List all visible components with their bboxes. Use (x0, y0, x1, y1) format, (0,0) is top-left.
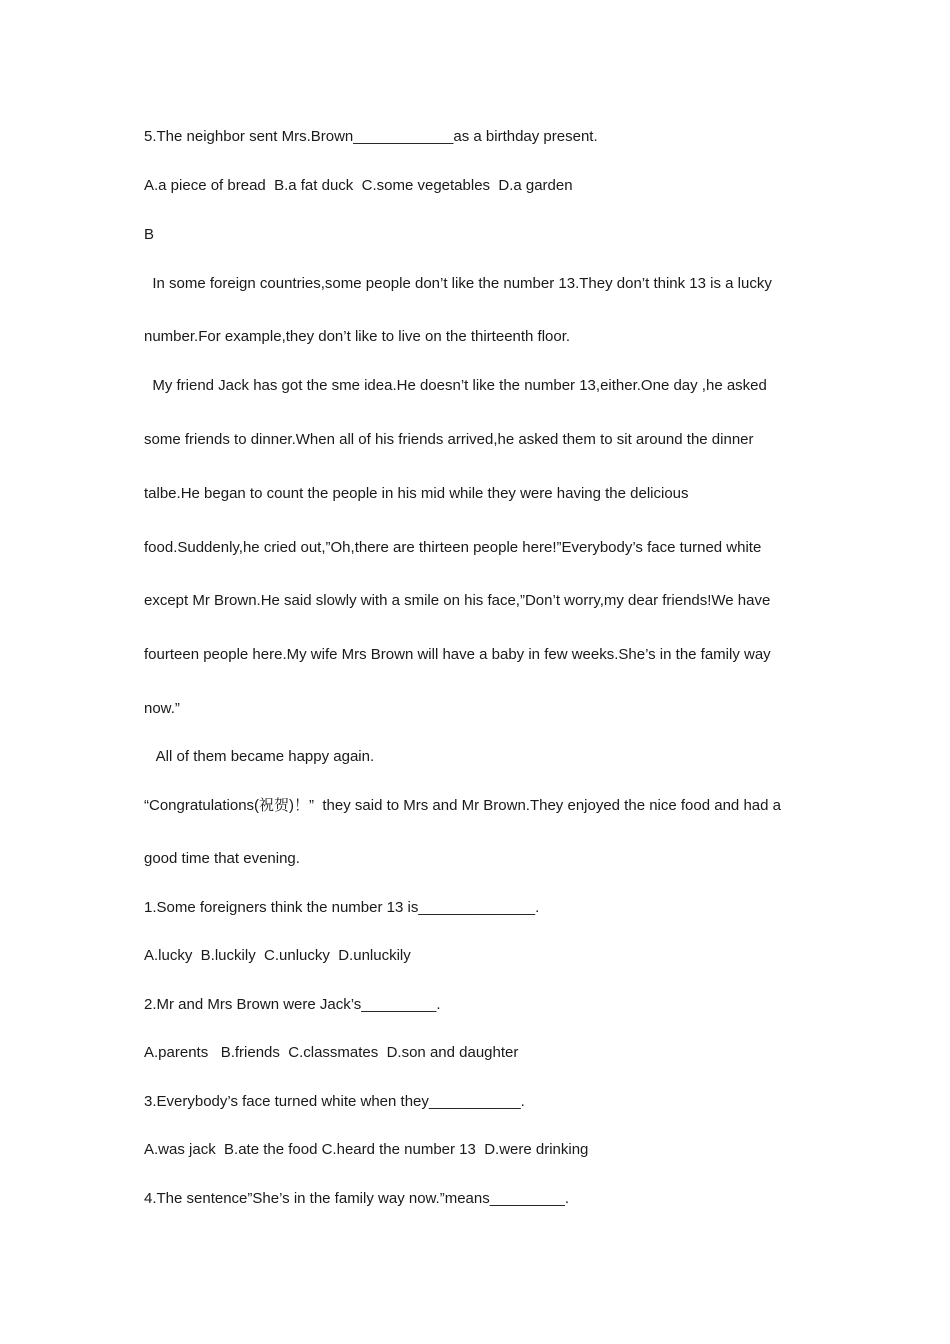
passage-line: now.” (144, 700, 180, 717)
passage-line: good time that evening. (144, 850, 300, 867)
passage-line: except Mr Brown.He said slowly with a smile on his face,”Don’t worry,my dear friends!We have (144, 592, 771, 609)
section-b-heading: B (144, 226, 155, 243)
question-4-text: 4.The sentence”She’s in the family way now.”means_________. (144, 1190, 569, 1207)
question-5-text: 5.The neighbor sent Mrs.Brown____________as a birthday present. (144, 128, 598, 145)
question-3-text: 3.Everybody’s face turned white when they___________. (144, 1093, 525, 1110)
passage-line: fourteen people here.My wife Mrs Brown will have a baby in few weeks.She’s in the family way (144, 646, 771, 663)
passage-line: number.For example,they don’t like to live on the thirteenth floor. (144, 328, 571, 345)
passage-line: All of them became happy again. (144, 748, 375, 765)
passage-line: My friend Jack has got the sme idea.He doesn’t like the number 13,either.One day ,he asked (144, 377, 767, 394)
passage-line: “Congratulations(祝贺)！” they said to Mrs and Mr Brown.They enjoyed the nice food and had a (144, 797, 781, 814)
question-2-options: A.parents B.friends C.classmates D.son and daughter (144, 1044, 519, 1061)
question-5-options: A.a piece of bread B.a fat duck C.some vegetables D.a garden (144, 177, 573, 194)
question-1-text: 1.Some foreigners think the number 13 is______________. (144, 899, 540, 916)
question-1-options: A.lucky B.luckily C.unlucky D.unluckily (144, 947, 411, 964)
question-2-text: 2.Mr and Mrs Brown were Jack’s_________. (144, 996, 441, 1013)
passage-line: talbe.He began to count the people in his mid while they were having the delicious (144, 485, 689, 502)
passage-line: some friends to dinner.When all of his friends arrived,he asked them to sit around the dinner (144, 431, 754, 448)
passage-line: In some foreign countries,some people don’t like the number 13.They don’t think 13 is a lucky (144, 275, 772, 292)
question-3-options: A.was jack B.ate the food C.heard the number 13 D.were drinking (144, 1141, 589, 1158)
passage-line: food.Suddenly,he cried out,”Oh,there are thirteen people here!”Everybody’s face turned white (144, 539, 762, 556)
